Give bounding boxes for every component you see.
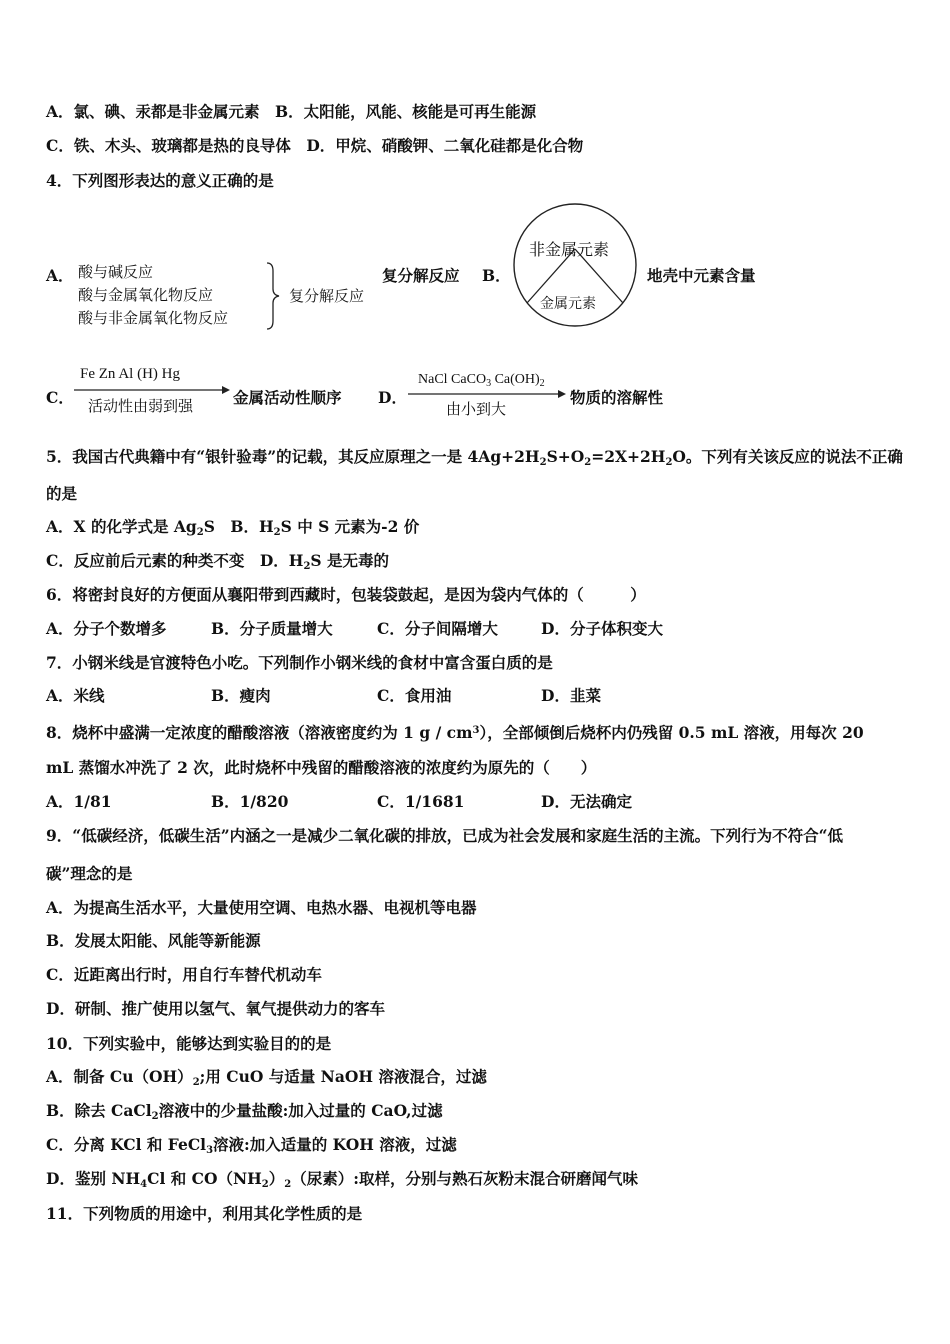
- q4-c-metals: Fe Zn Al (H) Hg: [80, 366, 180, 382]
- q9-option-a: A．为提高生活水平，大量使用空调、电热水器、电视机等电器: [46, 898, 477, 917]
- q6-option-b: B．分子质量增大: [211, 619, 333, 638]
- q4-c-direction: 活动性由弱到强: [88, 397, 194, 415]
- q7-option-a: A．米线: [46, 686, 105, 705]
- q9-stem-continued: 碳”理念的是: [46, 864, 133, 883]
- q4-option-d-label: D．: [378, 388, 407, 407]
- q4-b-top-segment: 非金属元素: [529, 240, 610, 259]
- q4-b-bottom-segment: 金属元素: [540, 296, 596, 312]
- q7-stem: 7．小钢米线是官渡特色小吃。下列制作小钢米线的食材中富含蛋白质的是: [46, 653, 553, 672]
- q6-stem: 6．将密封良好的方便面从襄阳带到西藏时，包装袋鼓起，是因为袋内气体的（ ）: [46, 585, 646, 604]
- q4-c-arrow: [74, 384, 234, 396]
- q4-d-substances: NaCl CaCO$_3$ $Ca(OH)_2$: [418, 372, 545, 389]
- q10-option-d: D．鉴别 $NH_4Cl$ 和 $CO(NH_2)_2$（尿素）:取样，分别与熟石灰粉末混合研磨闻气味: [46, 1169, 638, 1190]
- q4-a-item-1: 酸与碱反应: [78, 263, 154, 281]
- q4-option-d-caption: 物质的溶解性: [570, 388, 664, 407]
- q5-options-cd: C．反应前后元素的种类不变 D．$H_2S$ 是无毒的: [46, 551, 389, 572]
- q6-option-d: D．分子体积变大: [541, 619, 663, 638]
- q5-stem-continued: 的是: [46, 484, 78, 503]
- q10-option-b: B．除去 CaCl$_2$溶液中的少量盐酸:加入过量的 CaO,过滤: [46, 1101, 443, 1122]
- q10-option-a: A．制备 $Cu(OH)_2$;用 CuO 与适量 NaOH 溶液混合，过滤: [46, 1067, 487, 1088]
- q4-option-b-caption: 地壳中元素含量: [647, 266, 756, 285]
- q3-option-line-cd: C．铁、木头、玻璃都是热的良导体 D．甲烷、硝酸钾、二氧化硅都是化合物: [46, 136, 584, 155]
- q9-stem: 9．“低碳经济，低碳生活”内涵之一是减少二氧化碳的排放，已成为社会发展和家庭生活的主流。下列行为不符合“低: [46, 826, 844, 845]
- q4-d-direction: 由小到大: [446, 400, 507, 418]
- q11-stem: 11．下列物质的用途中，利用其化学性质的是: [46, 1204, 363, 1223]
- q9-option-d: D．研制、推广使用以氢气、氧气提供动力的客车: [46, 999, 385, 1018]
- q4-option-a-caption: 复分解反应: [382, 266, 460, 285]
- q6-option-a: A．分子个数增多: [46, 619, 167, 638]
- q8-stem-continued: mL 蒸馏水冲洗了 2 次，此时烧杯中残留的醋酸溶液的浓度约为原先的（ ）: [46, 758, 597, 777]
- q7-option-b: B．瘦肉: [211, 686, 271, 705]
- q4-a-item-3: 酸与非金属氧化物反应: [78, 309, 229, 327]
- q3-option-line-ab: A．氯、碘、汞都是非金属元素 B．太阳能，风能、核能是可再生能源: [46, 102, 537, 121]
- q8-option-d: D．无法确定: [541, 792, 632, 811]
- q4-a-item-2: 酸与金属氧化物反应: [78, 286, 214, 304]
- q4-a-brace: [263, 261, 283, 331]
- q5-stem: 5．我国古代典籍中有“银针验毒”的记载，其反应原理之一是 $4Ag+2H_2S+O_2=2X+2H_2O$。下列有关该反应的说法不正确: [46, 447, 903, 468]
- q4-option-b-label: B．: [482, 266, 511, 285]
- q5-options-ab: A．X 的化学式是 $Ag_2S$ B．$H_2S$ 中 S 元素为-2 价: [46, 517, 420, 538]
- q4-stem: 4．下列图形表达的意义正确的是: [46, 171, 274, 190]
- q10-option-c: C．分离 KCl 和 FeCl$_3$溶液:加入适量的 KOH 溶液，过滤: [46, 1135, 457, 1156]
- q8-option-c: C．1/1681: [377, 792, 465, 811]
- q7-option-d: D．韭菜: [541, 686, 601, 705]
- q7-option-c: C．食用油: [377, 686, 452, 705]
- q4-option-c-caption: 金属活动性顺序: [233, 388, 342, 407]
- q8-option-a: A．1/81: [46, 792, 112, 811]
- q4-option-a-label: A．: [46, 266, 74, 285]
- q4-a-brace-result: 复分解反应: [289, 287, 365, 305]
- q9-option-c: C．近距离出行时，用自行车替代机动车: [46, 965, 322, 984]
- q6-option-c: C．分子间隔增大: [377, 619, 498, 638]
- q10-stem: 10．下列实验中，能够达到实验目的的是: [46, 1034, 332, 1053]
- q8-option-b: B．1/820: [211, 792, 289, 811]
- q9-option-b: B．发展太阳能、风能等新能源: [46, 931, 261, 950]
- q4-option-c-label: C．: [46, 388, 74, 407]
- q8-stem: 8．烧杯中盛满一定浓度的醋酸溶液（溶液密度约为 1 g / $cm^3$），全部倾倒后烧杯内仍残留 0.5 mL 溶液，用每次 20: [46, 723, 864, 742]
